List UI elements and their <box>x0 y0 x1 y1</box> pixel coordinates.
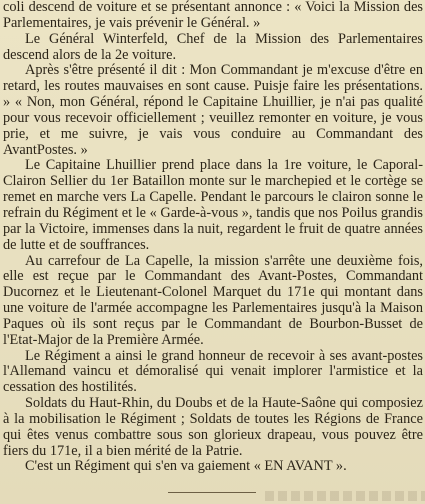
paragraph-2 <box>3 32 423 64</box>
paragraph-1-text: coli descend de voiture et se présentant annonce : « Voici la Mission des Parlementaires, je vais prévenir le Général. » <box>3 0 423 31</box>
paragraph-8 <box>3 459 423 475</box>
paragraph-4 <box>3 158 423 253</box>
document-body <box>3 0 423 475</box>
section-divider <box>168 492 256 493</box>
paragraph-6-text: Le Régiment a ainsi le grand honneur de recevoir à ses avant-postes l'Allemand vaincu et démoralisé qui venait implorer l'armistice et la cessation des hostilités. <box>3 347 423 396</box>
paragraph-1 <box>3 0 423 32</box>
paragraph-3-text: Après s'être présenté il dit : Mon Commandant je m'excuse d'être en retard, les routes mauvaises en sont cause. Puisje faire les présentations. » « Non, mon Général, répond le Capitaine Lhuillier, je n'ai pas qualité pour vous recevoir officiellement ; veuillez remonter en voiture, je vous prie, et me suivre, je vais vous conduire au Commandant des AvantPostes. » <box>3 62 423 158</box>
paragraph-6 <box>3 349 423 397</box>
paragraph-7-text: Soldats du Haut-Rhin, du Doubs et de la Haute-Saône qui composiez à la mobilisation le Régiment ; Soldats de toutes les Régions de France qui êtes venus combattre sous son glorieux drapeau, vous pouvez être fiers du 171e, il a bien mérité de la Patrie. <box>3 395 423 459</box>
bleed-through-text <box>265 491 425 501</box>
paragraph-8-text: C'est un Régiment qui s'en va gaiement « EN AVANT ». <box>25 458 347 475</box>
paragraph-3 <box>3 63 423 158</box>
paragraph-2-text: Le Général Winterfeld, Chef de la Mission des Parlementaires descend alors de la 2e voiture. <box>3 30 423 63</box>
paragraph-4-text: Le Capitaine Lhuillier prend place dans la 1re voiture, le Caporal-Clairon Sellier du 1er Bataillon monte sur le marchepied et le cortège se remet en marche vers La Capelle. Pendant le parcours le clairon sonne le refrain du Régiment et le « Garde-à-vous », tandis que nos Poilus grandis par la Victoire, immenses dans la nuit, regardent le fruit de quatre années de lutte et de souffrances. <box>3 157 423 253</box>
paragraph-5 <box>3 254 423 349</box>
paragraph-7 <box>3 396 423 459</box>
paragraph-5-text: Au carrefour de La Capelle, la mission s'arrête une deuxième fois, elle est reçue par le Commandant des Avant-Postes, Commandant Ducornez et le Lieutenant-Colonel Marquet du 171e qui montant dans une voiture de l'armée accompagne les Parlementaires jusqu'à la Maison Paques où ils sont reçus par le Commandant de Bourbon-Busset de l'Etat-Major de la Première Armée. <box>3 252 423 348</box>
